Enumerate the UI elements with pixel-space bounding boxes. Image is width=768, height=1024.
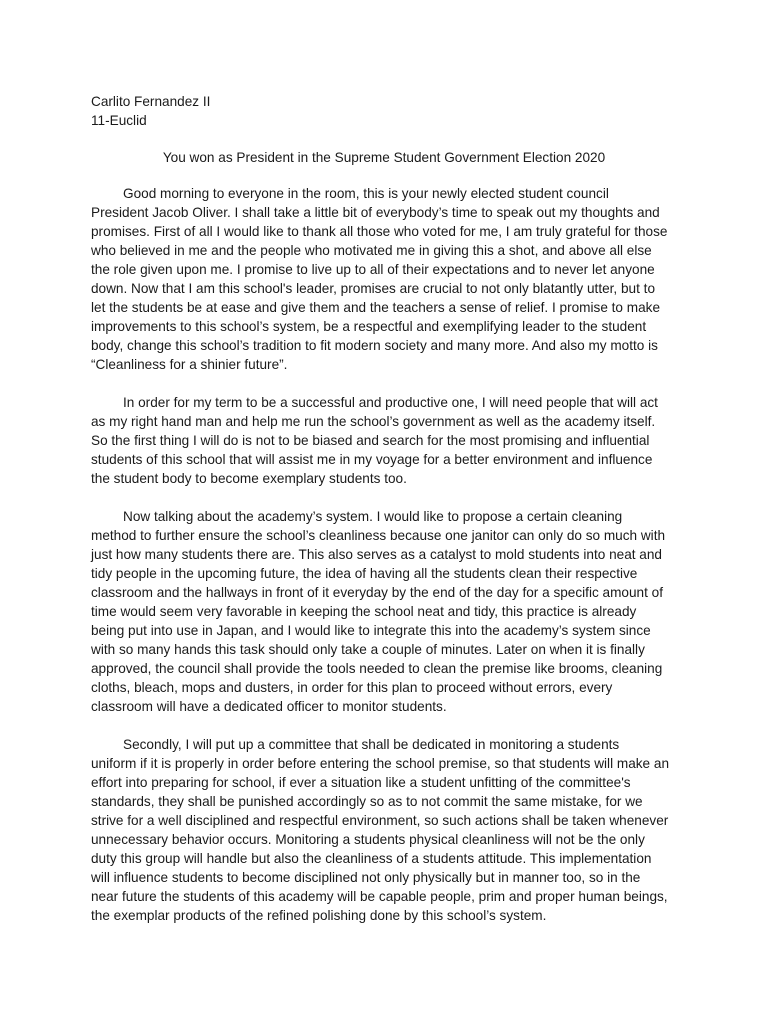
paragraph-line: students of this school that will assist me in my voyage for a better environment and influence — [91, 452, 653, 467]
paragraph-line: Good morning to everyone in the room, this is your newly elected student council — [123, 186, 609, 201]
paragraph — [91, 393, 681, 488]
paragraph-line: down. Now that I am this school's leader, promises are crucial to not only blatantly utter, but to — [91, 281, 656, 296]
paragraph-line: as my right hand man and help me run the school’s government as well as the academy itself. — [91, 414, 656, 429]
paragraph-line: just how many students there are. This also serves as a catalyst to mold students into neat and — [91, 547, 662, 562]
paragraph-line: method to further ensure the school’s cleanliness because one janitor can only do so much with — [91, 528, 666, 543]
paragraph-line: Now talking about the academy’s system. I would like to propose a certain cleaning — [123, 509, 623, 524]
paragraph-line: approved, the council shall provide the tools needed to clean the premise like brooms, cleaning — [91, 661, 663, 676]
paragraph — [91, 184, 681, 374]
paragraph-line: In order for my term to be a successful and productive one, I will need people that will act — [123, 395, 658, 410]
paragraph-line: tidy people in the upcoming future, the idea of having all the students clean their respective — [91, 566, 638, 581]
paragraph-line: President Jacob Oliver. I shall take a little bit of everybody’s time to speak out my thoughts and — [91, 205, 660, 220]
document-header — [91, 92, 210, 130]
paragraph-line: unnecessary behavior occurs. Monitoring a students physical cleanliness will not be the only — [91, 832, 645, 847]
paragraph-line: duty this group will handle but also the cleanliness of a students attitude. This implementation — [91, 851, 652, 866]
paragraph-line: strive for a well disciplined and respectful environment, so such actions shall be taken whenever — [91, 813, 669, 828]
paragraph-line: let the students be at ease and give them and the teachers a sense of relief. I promise to make — [91, 300, 661, 315]
author-name: Carlito Fernandez II — [91, 94, 211, 109]
paragraph — [91, 507, 681, 716]
paragraph-line: “Cleanliness for a shinier future”. — [91, 357, 288, 372]
paragraph-line: near future the students of this academy will be capable people, prim and proper human beings, — [91, 889, 668, 904]
paragraph-line: classroom and the hallways in front of it everyday by the end of the day for a specific amount of — [91, 585, 663, 600]
paragraph-line: promises. First of all I would like to thank all those who voted for me, I am truly grateful for those — [91, 224, 668, 239]
paragraph-line: standards, they shall be punished accordingly so as to not commit the same mistake, for we — [91, 794, 643, 809]
document-title: You won as President in the Supreme Student Government Election 2020 — [162, 150, 606, 165]
paragraph — [91, 735, 681, 925]
paragraph-line: the student body to become exemplary students too. — [91, 471, 407, 486]
paragraph-line: time would seem very favorable in keeping the school neat and tidy, this practice is already — [91, 604, 637, 619]
paragraph-line: the exemplar products of the refined polishing done by this school’s system. — [91, 908, 547, 923]
paragraph-line: uniform if it is properly in order before entering the school premise, so that students will make an — [91, 756, 670, 771]
paragraph-line: classroom will have a dedicated officer to monitor students. — [91, 699, 447, 714]
paragraph-line: with so many hands this task should only take a couple of minutes. Later on when it is finally — [91, 642, 645, 657]
section-name: 11-Euclid — [91, 113, 147, 128]
paragraph-line: effort into preparing for school, if ever a situation like a student unfitting of the committee's — [91, 775, 631, 790]
paragraph-line: cloths, bleach, mops and dusters, in order for this plan to proceed without errors, every — [91, 680, 613, 695]
paragraph-line: being put into use in Japan, and I would like to integrate this into the academy’s system since — [91, 623, 651, 638]
document-body — [91, 184, 681, 944]
paragraph-line: who believed in me and the people who motivated me in giving this a shot, and above all else — [91, 243, 652, 258]
paragraph-line: the role given upon me. I promise to live up to all of their expectations and to never let anyone — [91, 262, 655, 277]
paragraph-line: Secondly, I will put up a committee that shall be dedicated in monitoring a students — [123, 737, 620, 752]
paragraph-line: body, change this school’s tradition to fit modern society and many more. And also my motto is — [91, 338, 658, 353]
paragraph-line: improvements to this school’s system, be a respectful and exemplifying leader to the student — [91, 319, 647, 334]
paragraph-line: will influence students to become disciplined not only physically but in manner too, so in the — [91, 870, 641, 885]
paragraph-line: So the first thing I will do is not to be biased and search for the most promising and influential — [91, 433, 650, 448]
